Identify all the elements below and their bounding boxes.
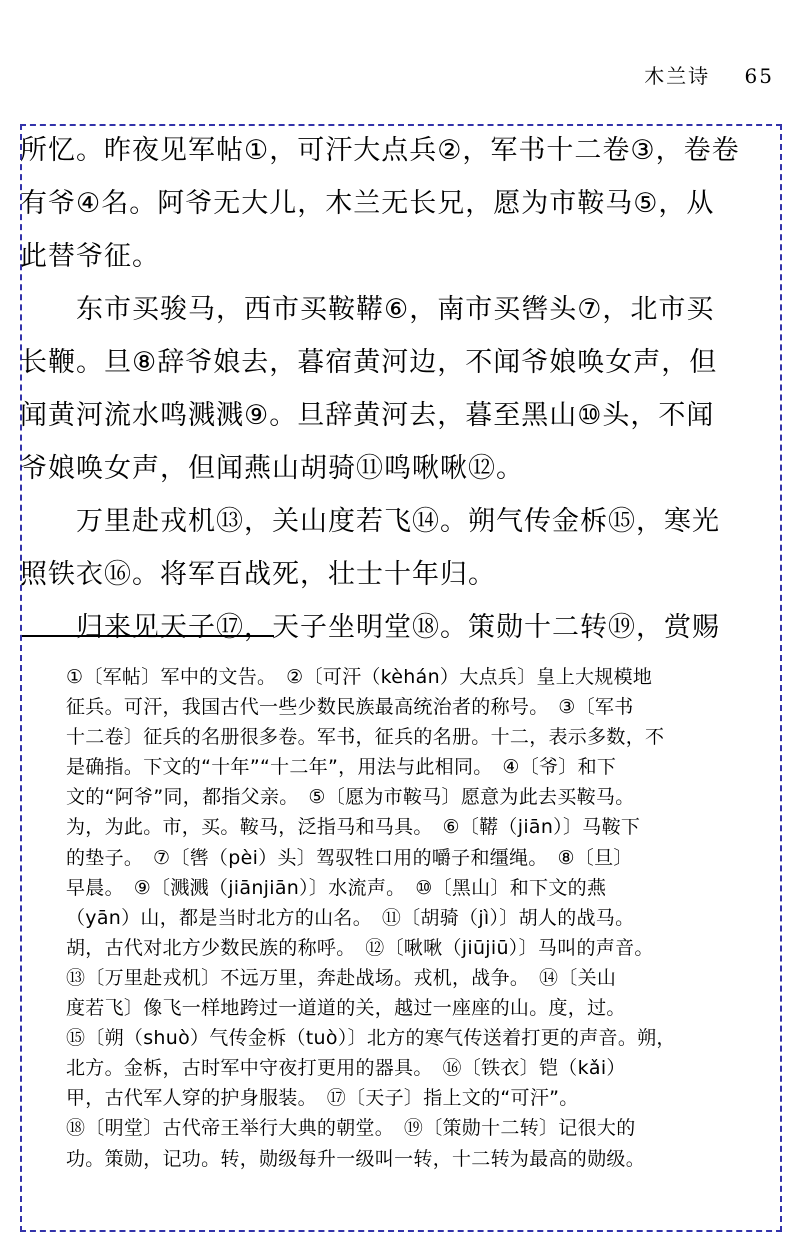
note-line: （yān）山，都是当时北方的山名。 ⑪〔胡骑（jì）〕胡人的战马。 bbox=[66, 906, 635, 929]
body-line: 此替爷征。 bbox=[20, 241, 160, 272]
note-line: ⑱〔明堂〕古代帝王举行大典的朝堂。 ⑲〔策勋十二转〕记很大的 bbox=[66, 1117, 636, 1140]
note-line: 北方。金柝，古时军中守夜打更用的器具。 ⑯〔铁衣〕铠（kǎi） bbox=[66, 1057, 626, 1080]
note-line: 为，为此。市，买。鞍马，泛指马和马具。 ⑥〔鞯（jiān）〕马鞍下 bbox=[66, 816, 641, 839]
body-line: 闻黄河流水鸣溅溅⑨。旦辞黄河去，暮至黑山⑩头，不闻 bbox=[20, 400, 715, 431]
footnote-divider bbox=[22, 635, 274, 637]
note-line: 度若飞〕像飞一样地跨过一道道的关，越过一座座的山。度，过。 bbox=[66, 997, 626, 1020]
note-line: ⑬〔万里赴戎机〕不远万里，奔赴战场。戎机，战争。 ⑭〔关山 bbox=[66, 966, 617, 989]
note-line: 早晨。 ⑨〔溅溅（jiānjiān）〕水流声。 ⑩〔黑山〕和下文的燕 bbox=[66, 876, 607, 899]
body-line: 长鞭。旦⑧辞爷娘去，暮宿黄河边，不闻爷娘唤女声，但 bbox=[20, 347, 718, 378]
page-number: 65 bbox=[744, 64, 774, 88]
note-line: 是确指。下文的“十年”“十二年”，用法与此相同。 ④〔爷〕和下 bbox=[66, 756, 617, 779]
body-line: 归来见天子⑰，天子坐明堂⑱。策勋十二转⑲，赏赐 bbox=[76, 612, 720, 643]
body-line: 照铁衣⑯。将军百战死，壮士十年归。 bbox=[20, 559, 496, 590]
running-head-title: 木兰诗 bbox=[644, 64, 711, 88]
footnotes bbox=[66, 662, 782, 1174]
poem-body bbox=[20, 124, 786, 654]
page-header bbox=[644, 60, 774, 89]
body-line: 有爷④名。阿爷无大儿，木兰无长兄，愿为市鞍马⑤，从 bbox=[20, 188, 715, 219]
note-line: 的垫子。 ⑦〔辔（pèi）头〕驾驭牲口用的嚼子和缰绳。 ⑧〔旦〕 bbox=[66, 846, 633, 869]
note-line: 文的“阿爷”同，都指父亲。 ⑤〔愿为市鞍马〕愿意为此去买鞍马。 bbox=[66, 786, 635, 809]
body-line: 万里赴戎机⑬，关山度若飞⑭。朔气传金柝⑮，寒光 bbox=[76, 506, 720, 537]
body-line: 东市买骏马，西市买鞍鞯⑥，南市买辔头⑦，北市买 bbox=[76, 294, 715, 325]
body-line: 爷娘唤女声，但闻燕山胡骑⑪鸣啾啾⑫。 bbox=[20, 453, 524, 484]
note-line: 十二卷〕征兵的名册很多卷。军书，征兵的名册。十二，表示多数，不 bbox=[66, 726, 665, 749]
note-line: 功。策勋，记功。转，勋级每升一级叫一转，十二转为最高的勋级。 bbox=[66, 1147, 646, 1170]
note-line: 胡，古代对北方少数民族的称呼。 ⑫〔啾啾（jiūjiū）〕马叫的声音。 bbox=[66, 936, 654, 959]
note-line: 征兵。可汗，我国古代一些少数民族最高统治者的称号。 ③〔军书 bbox=[66, 696, 634, 719]
body-line: 所忆。昨夜见军帖①，可汗大点兵②，军书十二卷③，卷卷 bbox=[20, 135, 740, 166]
note-line: ①〔军帖〕军中的文告。 ②〔可汗（kèhán）大点兵〕皇上大规模地 bbox=[66, 666, 653, 688]
note-line: ⑮〔朔（shuò）气传金柝（tuò）〕北方的寒气传送着打更的声音。朔， bbox=[66, 1027, 676, 1050]
note-line: 甲，古代军人穿的护身服装。 ⑰〔天子〕指上文的“可汗”。 bbox=[66, 1087, 579, 1110]
